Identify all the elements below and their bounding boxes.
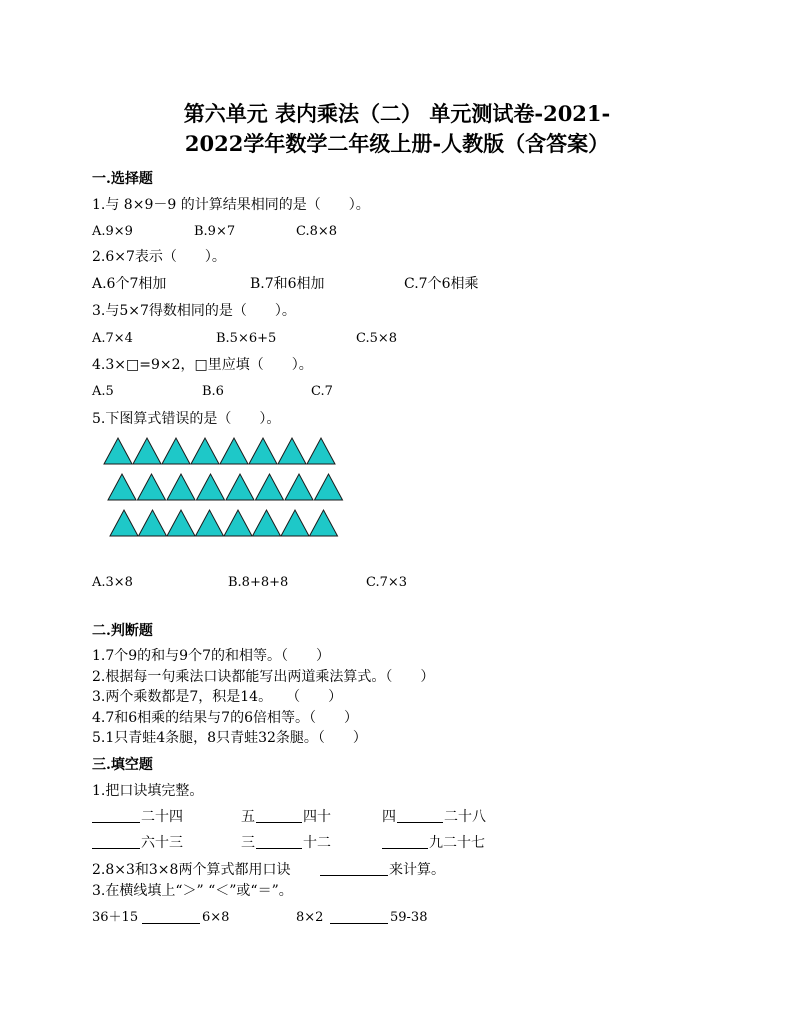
blank-line[interactable] [320, 861, 388, 876]
section-heading-fill-blank: 三.填空题 [92, 757, 153, 773]
mnemonic-text: 十二 [303, 835, 331, 851]
question-5-stem: 5.下图算式错误的是（ ）。 [92, 411, 281, 427]
triangle-shape [167, 474, 195, 500]
question-2-stem: 2.6×7表示（ ）。 [92, 249, 226, 265]
triangle-shape [285, 474, 313, 500]
compare-right-2: 59-38 [390, 910, 428, 925]
document-title-line1: 第六单元 表内乘法（二） 单元测试卷-2021- [183, 101, 611, 126]
triangle-shape [108, 474, 136, 500]
section-heading-choice: 一.选择题 [92, 171, 153, 187]
compare-left-2: 8×2 [296, 910, 324, 925]
mnemonic-text: 九二十七 [429, 835, 485, 851]
mnemonic-text: 四十 [303, 809, 331, 825]
fill-question-2-before: 2.8×3和3×8两个算式都用口诀 [92, 862, 291, 878]
section-heading-judgement: 二.判断题 [92, 623, 153, 639]
triangle-shape [139, 510, 167, 536]
question-1-option-b: B.9×7 [194, 224, 236, 239]
triangle-shape [224, 510, 252, 536]
judgement-item-2: 2.根据每一句乘法口诀都能写出两道乘法算式。（ ） [92, 669, 435, 685]
judgement-item-3: 3.两个乘数都是7，积是14。 （ ） [92, 689, 343, 705]
question-3-option-b: B.5×6+5 [216, 331, 277, 346]
mnemonic-text: 六十三 [141, 835, 183, 851]
triangle-shape [104, 438, 132, 464]
fill-question-1-stem: 1.把口诀填完整。 [92, 783, 204, 799]
question-5-option-a: A.3×8 [92, 575, 133, 590]
question-5-option-b: B.8+8+8 [228, 575, 289, 590]
triangle-shape [226, 474, 254, 500]
triangle-shape [253, 510, 281, 536]
mnemonic-text: 五 [241, 809, 255, 825]
question-5-option-c: C.7×3 [366, 575, 408, 590]
mnemonic-text: 四 [382, 809, 396, 825]
triangle-shape [197, 474, 225, 500]
triangle-shape [310, 510, 338, 536]
question-2-option-c: C.7个6相乘 [404, 276, 479, 292]
mnemonic-text: 二十八 [444, 809, 486, 825]
triangle-shape [110, 510, 138, 536]
question-4-option-b: B.6 [202, 384, 224, 399]
blank-line[interactable] [397, 808, 443, 823]
question-4-option-a: A.5 [92, 384, 114, 399]
question-4-option-c: C.7 [311, 384, 333, 399]
triangle-shape [138, 474, 166, 500]
triangle-figure [100, 436, 360, 546]
triangle-shape [307, 438, 335, 464]
compare-left-1: 36＋15 [92, 910, 139, 925]
judgement-item-1: 1.7个9的和与9个7的和相等。（ ） [92, 648, 330, 664]
triangle-shape [220, 438, 248, 464]
question-3-option-a: A.7×4 [92, 331, 133, 346]
compare-right-1: 6×8 [202, 910, 230, 925]
blank-line[interactable] [92, 834, 140, 849]
blank-line[interactable] [382, 834, 428, 849]
triangle-shape [162, 438, 190, 464]
document-title-line2: 2022学年数学二年级上册-人教版（含答案） [184, 131, 610, 156]
blank-line[interactable] [142, 909, 200, 924]
triangle-shape [256, 474, 284, 500]
triangle-shape [167, 510, 195, 536]
mnemonic-text: 二十四 [141, 809, 183, 825]
mnemonic-text: 三 [241, 835, 255, 851]
blank-line[interactable] [256, 834, 302, 849]
blank-line[interactable] [92, 808, 140, 823]
triangle-shape [191, 438, 219, 464]
question-3-stem: 3.与5×7得数相同的是（ ）。 [92, 303, 296, 319]
triangle-shape [315, 474, 343, 500]
judgement-item-4: 4.7和6相乘的结果与7的6倍相等。（ ） [92, 710, 358, 726]
triangle-shape [133, 438, 161, 464]
triangle-shape [196, 510, 224, 536]
triangle-shape [249, 438, 277, 464]
blank-line[interactable] [256, 808, 302, 823]
question-1-option-a: A.9×9 [92, 224, 133, 239]
question-3-option-c: C.5×8 [356, 331, 398, 346]
triangle-shape [281, 510, 309, 536]
blank-line[interactable] [330, 909, 388, 924]
question-2-option-a: A.6个7相加 [92, 276, 167, 292]
question-1-option-c: C.8×8 [296, 224, 338, 239]
question-2-option-b: B.7和6相加 [250, 276, 325, 292]
judgement-item-5: 5.1只青蛙4条腿，8只青蛙32条腿。（ ） [92, 730, 367, 746]
fill-question-2-after: 来计算。 [389, 862, 445, 878]
triangle-shape [278, 438, 306, 464]
question-4-stem: 4.3×□=9×2，□里应填（ ）。 [92, 357, 313, 373]
fill-question-3-stem: 3.在横线填上“＞” “＜”或“＝”。 [92, 883, 293, 899]
question-1-stem: 1.与 8×9－9 的计算结果相同的是（ ）。 [92, 197, 370, 213]
